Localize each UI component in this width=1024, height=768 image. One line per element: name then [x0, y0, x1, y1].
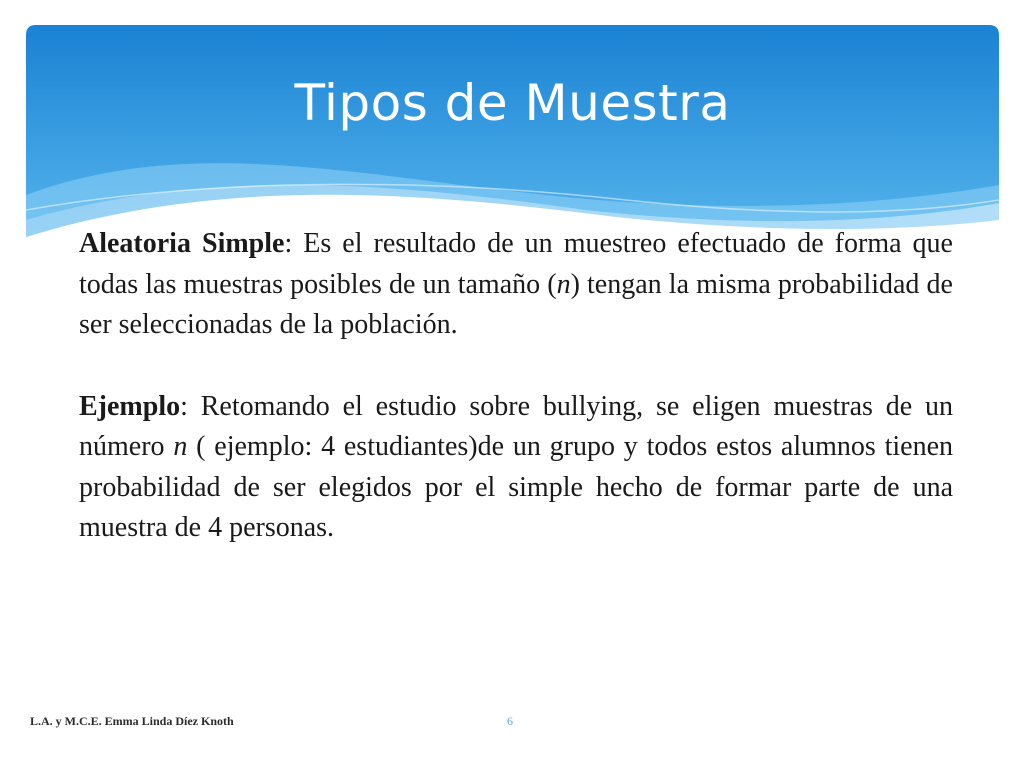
definition-text-part-2: ) tengan la misma probabilidad de ser seleccionadas de la población.	[79, 268, 953, 340]
slide-body	[79, 224, 953, 549]
definition-term: Aleatoria Simple	[79, 228, 285, 259]
definition-text-part-1: : Es el resultado de un muestreo efectuado de forma que todas las muestras posibles de un tamaño (	[79, 228, 953, 300]
example-variable: n	[173, 431, 188, 462]
example-text-part-2: ( ejemplo: 4 estudiantes)de un grupo y todos estos alumnos tienen probabilidad de ser elegidos por el simple hecho de formar parte de una muestra de 4 personas.	[79, 431, 953, 543]
definition-paragraph	[79, 224, 953, 346]
slide-title: Tipos de Muestra	[294, 74, 731, 132]
footer-author: L.A. y M.C.E. Emma Linda Díez Knoth	[30, 714, 234, 728]
example-text-part-1: : Retomando el estudio sobre bullying, se eligen muestras de un número	[79, 390, 953, 462]
footer-page-number: 6	[507, 714, 513, 728]
example-term: Ejemplo	[79, 390, 181, 422]
example-paragraph	[79, 387, 953, 549]
definition-variable: n	[556, 268, 571, 300]
